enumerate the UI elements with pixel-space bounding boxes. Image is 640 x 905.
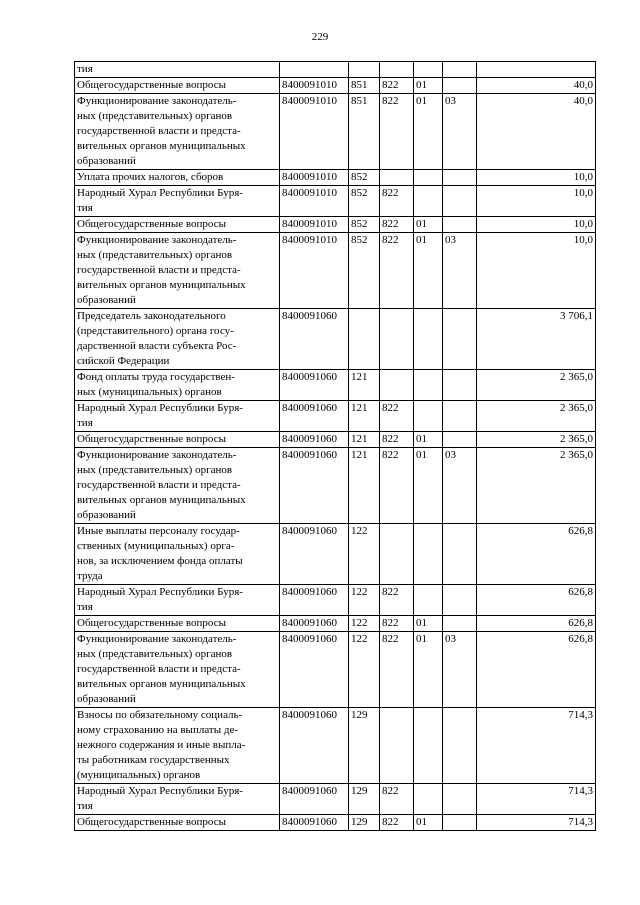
row-code-cell: 8400091060 [280,524,349,585]
table-row [75,170,596,186]
row-pr-cell: 03 [443,233,477,309]
row-code-cell: 8400091060 [280,585,349,616]
row-gr-cell: 822 [380,78,414,94]
row-code-cell: 8400091010 [280,217,349,233]
row-gr-cell: 822 [380,186,414,217]
row-amount-cell: 2 365,0 [477,401,596,432]
table-row [75,309,596,370]
row-pr-cell: 03 [443,448,477,524]
row-vr-cell: 851 [349,78,380,94]
row-pr-cell [443,370,477,401]
table-row [75,448,596,524]
row-code-cell: 8400091060 [280,784,349,815]
row-rz-cell: 01 [414,78,443,94]
table-row [75,632,596,708]
row-amount-cell: 10,0 [477,186,596,217]
row-rz-cell: 01 [414,616,443,632]
row-code-cell: 8400091010 [280,94,349,170]
table-row [75,708,596,784]
row-amount-cell: 2 365,0 [477,370,596,401]
row-name-cell: тия [75,62,280,78]
row-pr-cell: 03 [443,94,477,170]
table-row [75,94,596,170]
row-gr-cell [380,524,414,585]
row-pr-cell: 03 [443,632,477,708]
row-rz-cell [414,585,443,616]
row-amount-cell: 626,8 [477,585,596,616]
row-name-cell: Председатель законодательного (представительного) органа госу- дарственной власти субъекта Рос- сийской Федерации [75,309,280,370]
row-amount-cell: 626,8 [477,616,596,632]
row-vr-cell: 852 [349,217,380,233]
row-gr-cell: 822 [380,217,414,233]
row-code-cell: 8400091010 [280,233,349,309]
row-gr-cell: 822 [380,585,414,616]
budget-table-body [75,62,596,831]
row-rz-cell: 01 [414,632,443,708]
row-rz-cell [414,62,443,78]
row-vr-cell: 122 [349,632,380,708]
row-amount-cell: 714,3 [477,784,596,815]
row-amount-cell: 2 365,0 [477,448,596,524]
row-rz-cell [414,186,443,217]
row-rz-cell: 01 [414,217,443,233]
row-rz-cell: 01 [414,233,443,309]
row-name-cell: Общегосударственные вопросы [75,217,280,233]
row-rz-cell [414,370,443,401]
row-amount-cell: 10,0 [477,170,596,186]
row-name-cell: Функционирование законодатель- ных (представительных) органов государственной власти и предста- вительных органов муниципальных образований [75,233,280,309]
table-row [75,186,596,217]
table-row [75,401,596,432]
table-row [75,524,596,585]
table-row [75,585,596,616]
row-pr-cell [443,708,477,784]
row-gr-cell [380,170,414,186]
table-row [75,217,596,233]
table-row [75,233,596,309]
row-name-cell: Народный Хурал Республики Буря- тия [75,585,280,616]
row-name-cell: Уплата прочих налогов, сборов [75,170,280,186]
row-name-cell: Общегосударственные вопросы [75,616,280,632]
row-amount-cell: 40,0 [477,78,596,94]
row-name-cell: Народный Хурал Республики Буря- тия [75,784,280,815]
row-code-cell: 8400091060 [280,370,349,401]
row-name-cell: Функционирование законодатель- ных (представительных) органов государственной власти и предста- вительных органов муниципальных образований [75,94,280,170]
row-name-cell: Функционирование законодатель- ных (представительных) органов государственной власти и предста- вительных органов муниципальных образований [75,632,280,708]
row-rz-cell [414,784,443,815]
row-code-cell: 8400091060 [280,309,349,370]
row-gr-cell: 822 [380,632,414,708]
row-gr-cell [380,370,414,401]
row-code-cell: 8400091060 [280,401,349,432]
row-name-cell: Народный Хурал Республики Буря- тия [75,401,280,432]
table-row [75,432,596,448]
row-code-cell: 8400091060 [280,432,349,448]
row-name-cell: Фонд оплаты труда государствен- ных (муниципальных) органов [75,370,280,401]
row-amount-cell: 2 365,0 [477,432,596,448]
row-gr-cell [380,309,414,370]
row-amount-cell: 714,3 [477,815,596,831]
row-vr-cell: 129 [349,708,380,784]
row-code-cell: 8400091010 [280,186,349,217]
row-code-cell: 8400091010 [280,78,349,94]
row-pr-cell [443,62,477,78]
row-code-cell: 8400091060 [280,815,349,831]
row-code-cell: 8400091060 [280,708,349,784]
row-pr-cell [443,309,477,370]
row-rz-cell: 01 [414,94,443,170]
row-name-cell: Функционирование законодатель- ных (представительных) органов государственной власти и предста- вительных органов муниципальных образований [75,448,280,524]
row-vr-cell [349,62,380,78]
row-name-cell: Общегосударственные вопросы [75,78,280,94]
row-vr-cell: 121 [349,401,380,432]
row-vr-cell: 121 [349,370,380,401]
row-vr-cell: 121 [349,448,380,524]
table-row [75,78,596,94]
row-code-cell: 8400091060 [280,632,349,708]
row-amount-cell: 3 706,1 [477,309,596,370]
row-vr-cell [349,309,380,370]
row-gr-cell: 822 [380,401,414,432]
row-vr-cell: 852 [349,186,380,217]
row-name-cell: Общегосударственные вопросы [75,432,280,448]
row-pr-cell [443,217,477,233]
row-amount-cell: 626,8 [477,632,596,708]
row-name-cell: Общегосударственные вопросы [75,815,280,831]
table-row [75,62,596,78]
budget-table [74,61,596,831]
row-rz-cell: 01 [414,448,443,524]
row-pr-cell [443,616,477,632]
row-pr-cell [443,784,477,815]
row-gr-cell: 822 [380,233,414,309]
row-gr-cell: 822 [380,94,414,170]
row-rz-cell: 01 [414,432,443,448]
row-rz-cell [414,170,443,186]
row-gr-cell: 822 [380,616,414,632]
row-amount-cell: 10,0 [477,217,596,233]
row-rz-cell [414,708,443,784]
row-pr-cell [443,815,477,831]
row-pr-cell [443,524,477,585]
row-gr-cell: 822 [380,448,414,524]
page-number: 229 [311,31,329,43]
row-code-cell: 8400091010 [280,170,349,186]
row-vr-cell: 851 [349,94,380,170]
row-rz-cell [414,309,443,370]
row-gr-cell [380,62,414,78]
row-amount-cell: 714,3 [477,708,596,784]
row-pr-cell [443,401,477,432]
row-vr-cell: 121 [349,432,380,448]
row-vr-cell: 122 [349,524,380,585]
row-pr-cell [443,585,477,616]
row-vr-cell: 129 [349,815,380,831]
row-name-cell: Народный Хурал Республики Буря- тия [75,186,280,217]
row-vr-cell: 852 [349,233,380,309]
row-code-cell: 8400091060 [280,448,349,524]
table-row [75,815,596,831]
row-code-cell [280,62,349,78]
row-pr-cell [443,78,477,94]
row-code-cell: 8400091060 [280,616,349,632]
row-rz-cell: 01 [414,815,443,831]
row-vr-cell: 122 [349,585,380,616]
row-vr-cell: 122 [349,616,380,632]
row-rz-cell [414,401,443,432]
row-pr-cell [443,186,477,217]
row-amount-cell: 10,0 [477,233,596,309]
row-gr-cell: 822 [380,815,414,831]
row-name-cell: Взносы по обязательному социаль- ному страхованию на выплаты де- нежного содержания и иные выпла- ты работникам государственных (муниципальных) органов [75,708,280,784]
row-rz-cell [414,524,443,585]
row-pr-cell [443,170,477,186]
row-gr-cell [380,708,414,784]
row-pr-cell [443,432,477,448]
row-amount-cell [477,62,596,78]
row-vr-cell: 129 [349,784,380,815]
row-vr-cell: 852 [349,170,380,186]
row-amount-cell: 40,0 [477,94,596,170]
table-row [75,370,596,401]
table-row [75,616,596,632]
row-gr-cell: 822 [380,432,414,448]
table-row [75,784,596,815]
row-name-cell: Иные выплаты персоналу государ- ственных (муниципальных) орга- нов, за исключением фонда оплаты труда [75,524,280,585]
row-amount-cell: 626,8 [477,524,596,585]
row-gr-cell: 822 [380,784,414,815]
